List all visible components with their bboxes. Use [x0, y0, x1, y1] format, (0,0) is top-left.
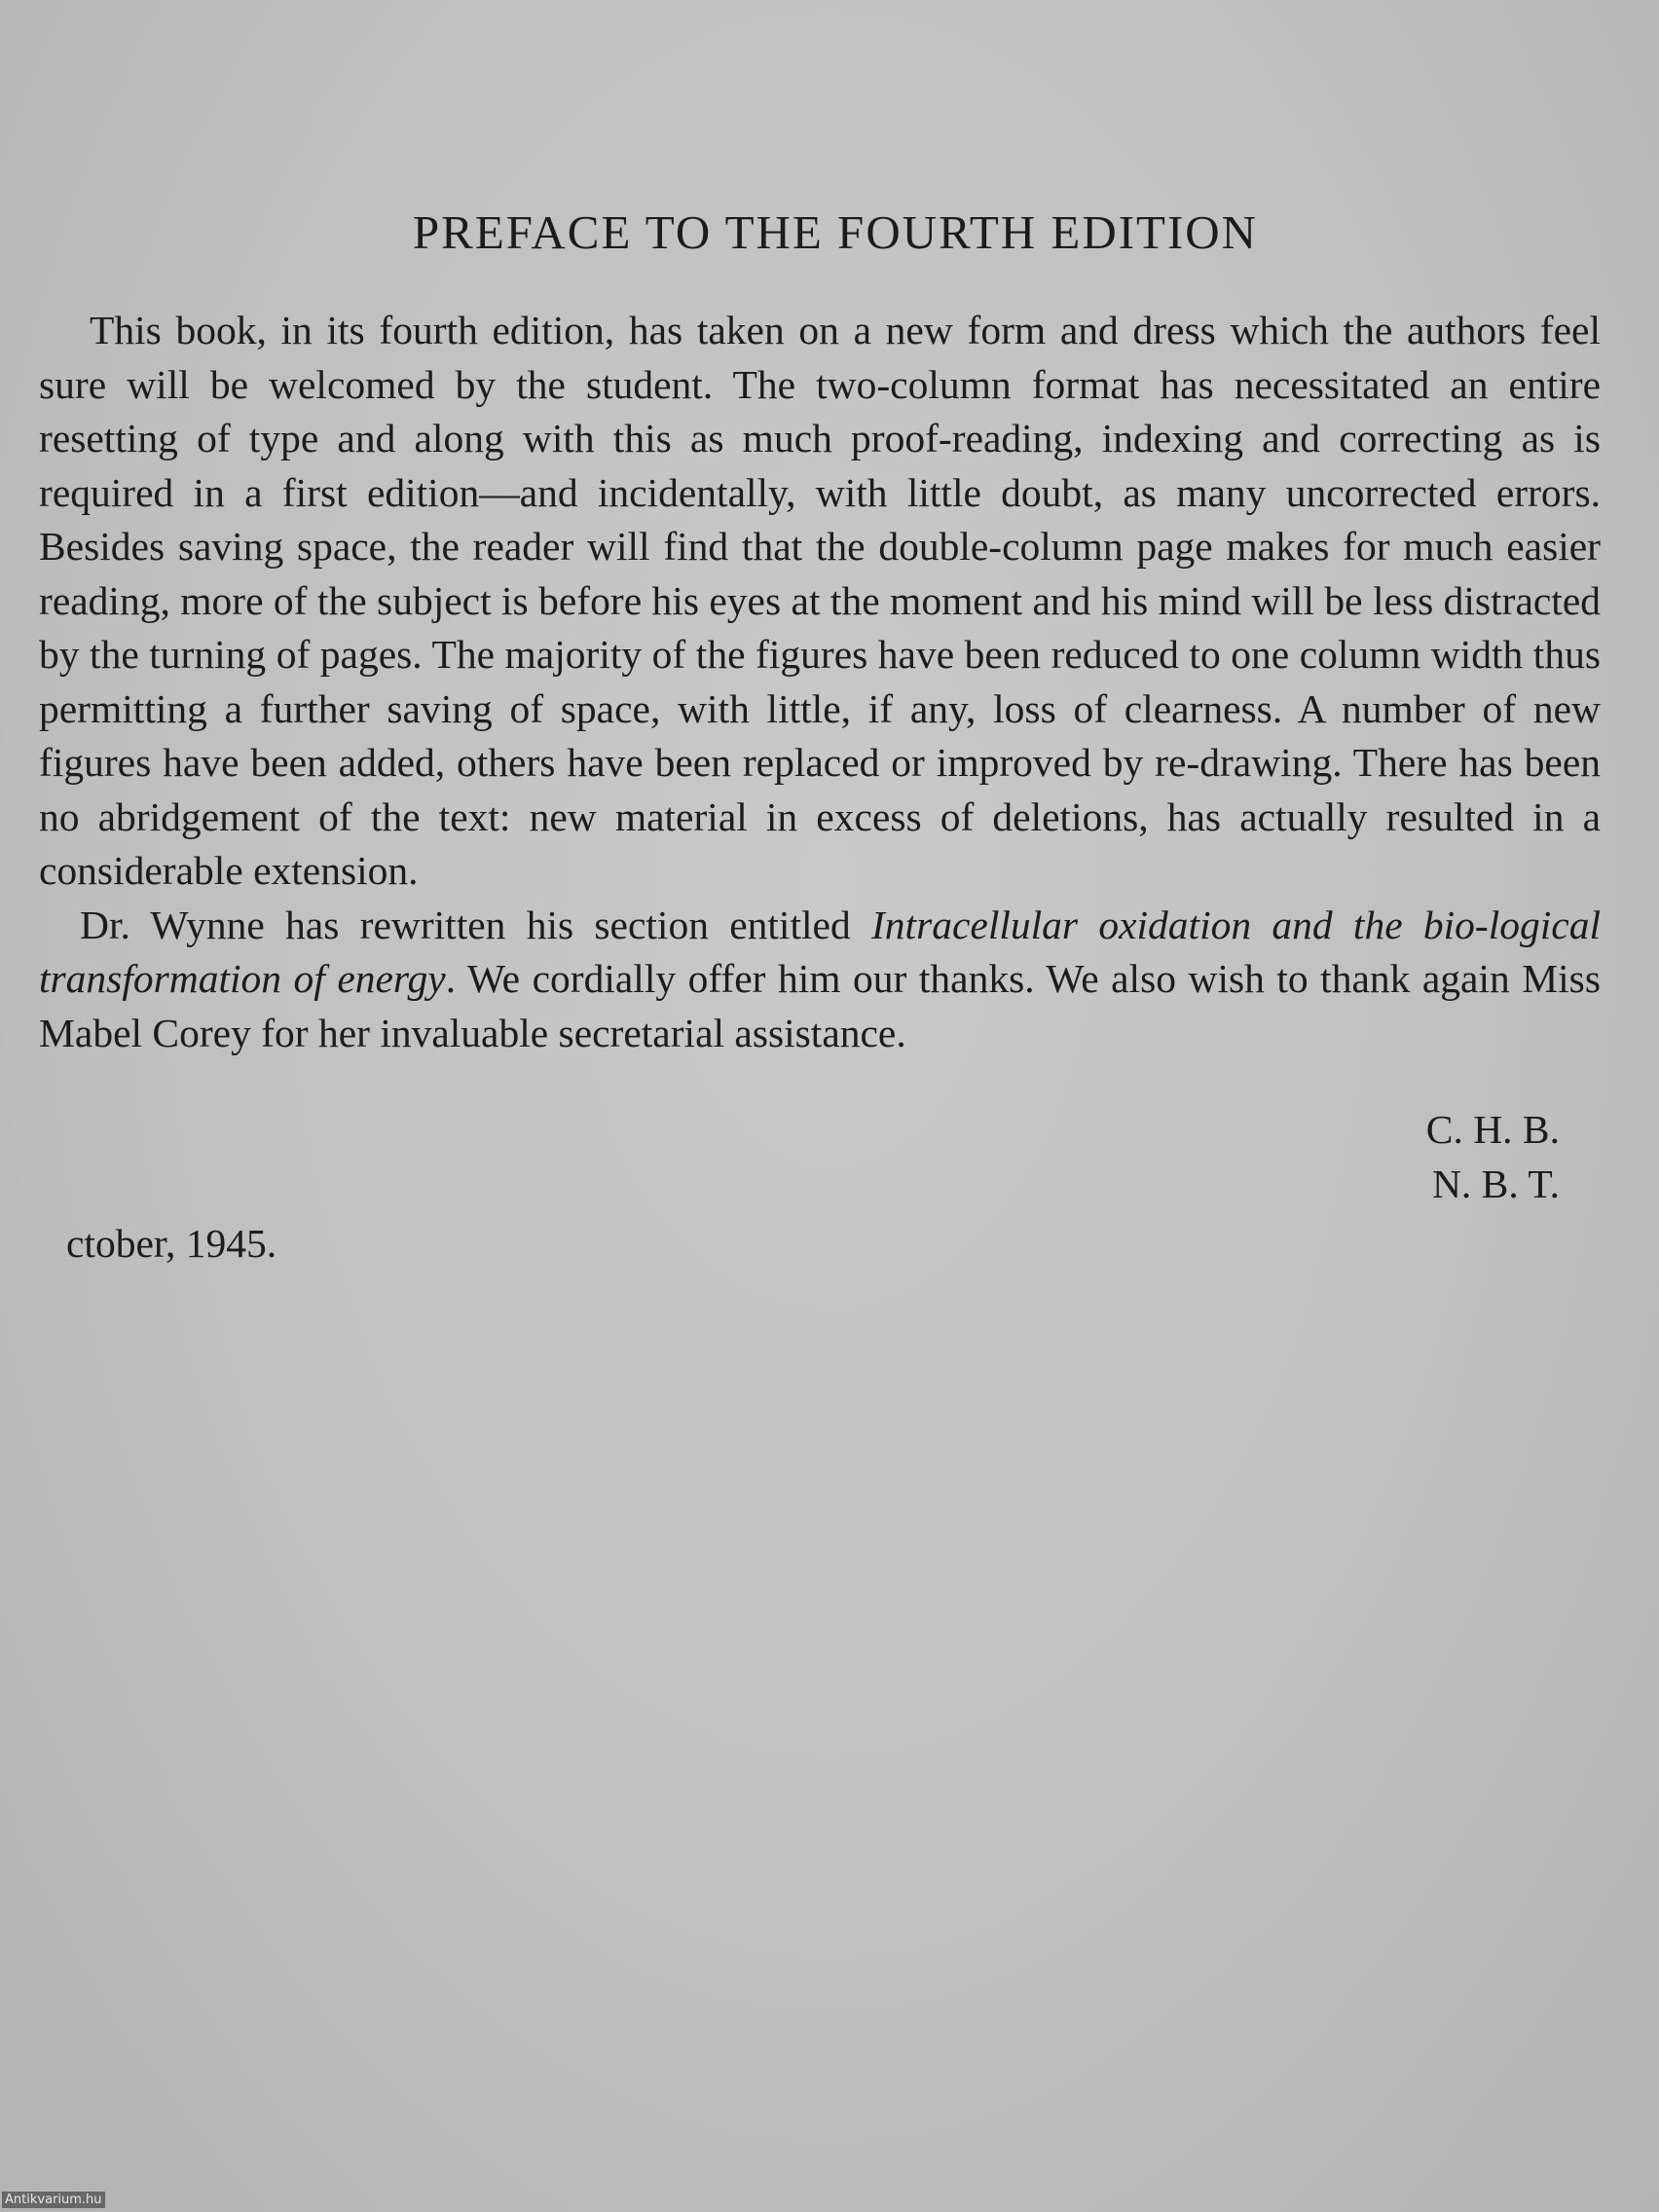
signature-initials-2: N. B. T. — [1431, 1161, 1560, 1206]
signature-initials-1: C. H. B. — [1425, 1107, 1560, 1152]
preface-body — [39, 304, 1601, 1060]
paragraph-2 — [39, 899, 1601, 1061]
page-title: PREFACE TO THE FOURTH EDITION — [412, 205, 1259, 259]
paragraph-1: This book, in its fourth edition, has taken on a new form and dress which the authors feel sure will be welcomed by the student. The two-column format has necessitated an entire resetting of type and along with this as much proof-reading, indexing and correcting as is required in a first edition—and incidentally, with little doubt, as many uncorrected errors. Besides saving space, the reader will find that the double-column page makes for much easier reading, more of the subject is before his eyes at the moment and his mind will be less distracted by the turning of pages. The majority of the figures have been reduced to one column width thus permitting a further saving of space, with little, if any, loss of clearness. A number of new figures have been added, others have been replaced or improved by re-drawing. There has been no abridgement of the text: new material in excess of deletions, has actually resulted in a considerable extension. — [39, 308, 1601, 893]
preface-date: ctober, 1945. — [66, 1221, 277, 1266]
paragraph-2-text-before: Dr. Wynne has rewritten his section entitled — [80, 902, 871, 947]
watermark-label: Antikvarium.hu — [2, 2192, 105, 2208]
paragraph-2-text-after: . We cordially offer him our thanks. We also wish to thank again Miss Mabel Corey for her invaluable secretarial assistance. — [39, 956, 1601, 1055]
section-title-italic: Intracellular oxidation and the bio-logical transformation of energy — [39, 902, 1601, 1001]
